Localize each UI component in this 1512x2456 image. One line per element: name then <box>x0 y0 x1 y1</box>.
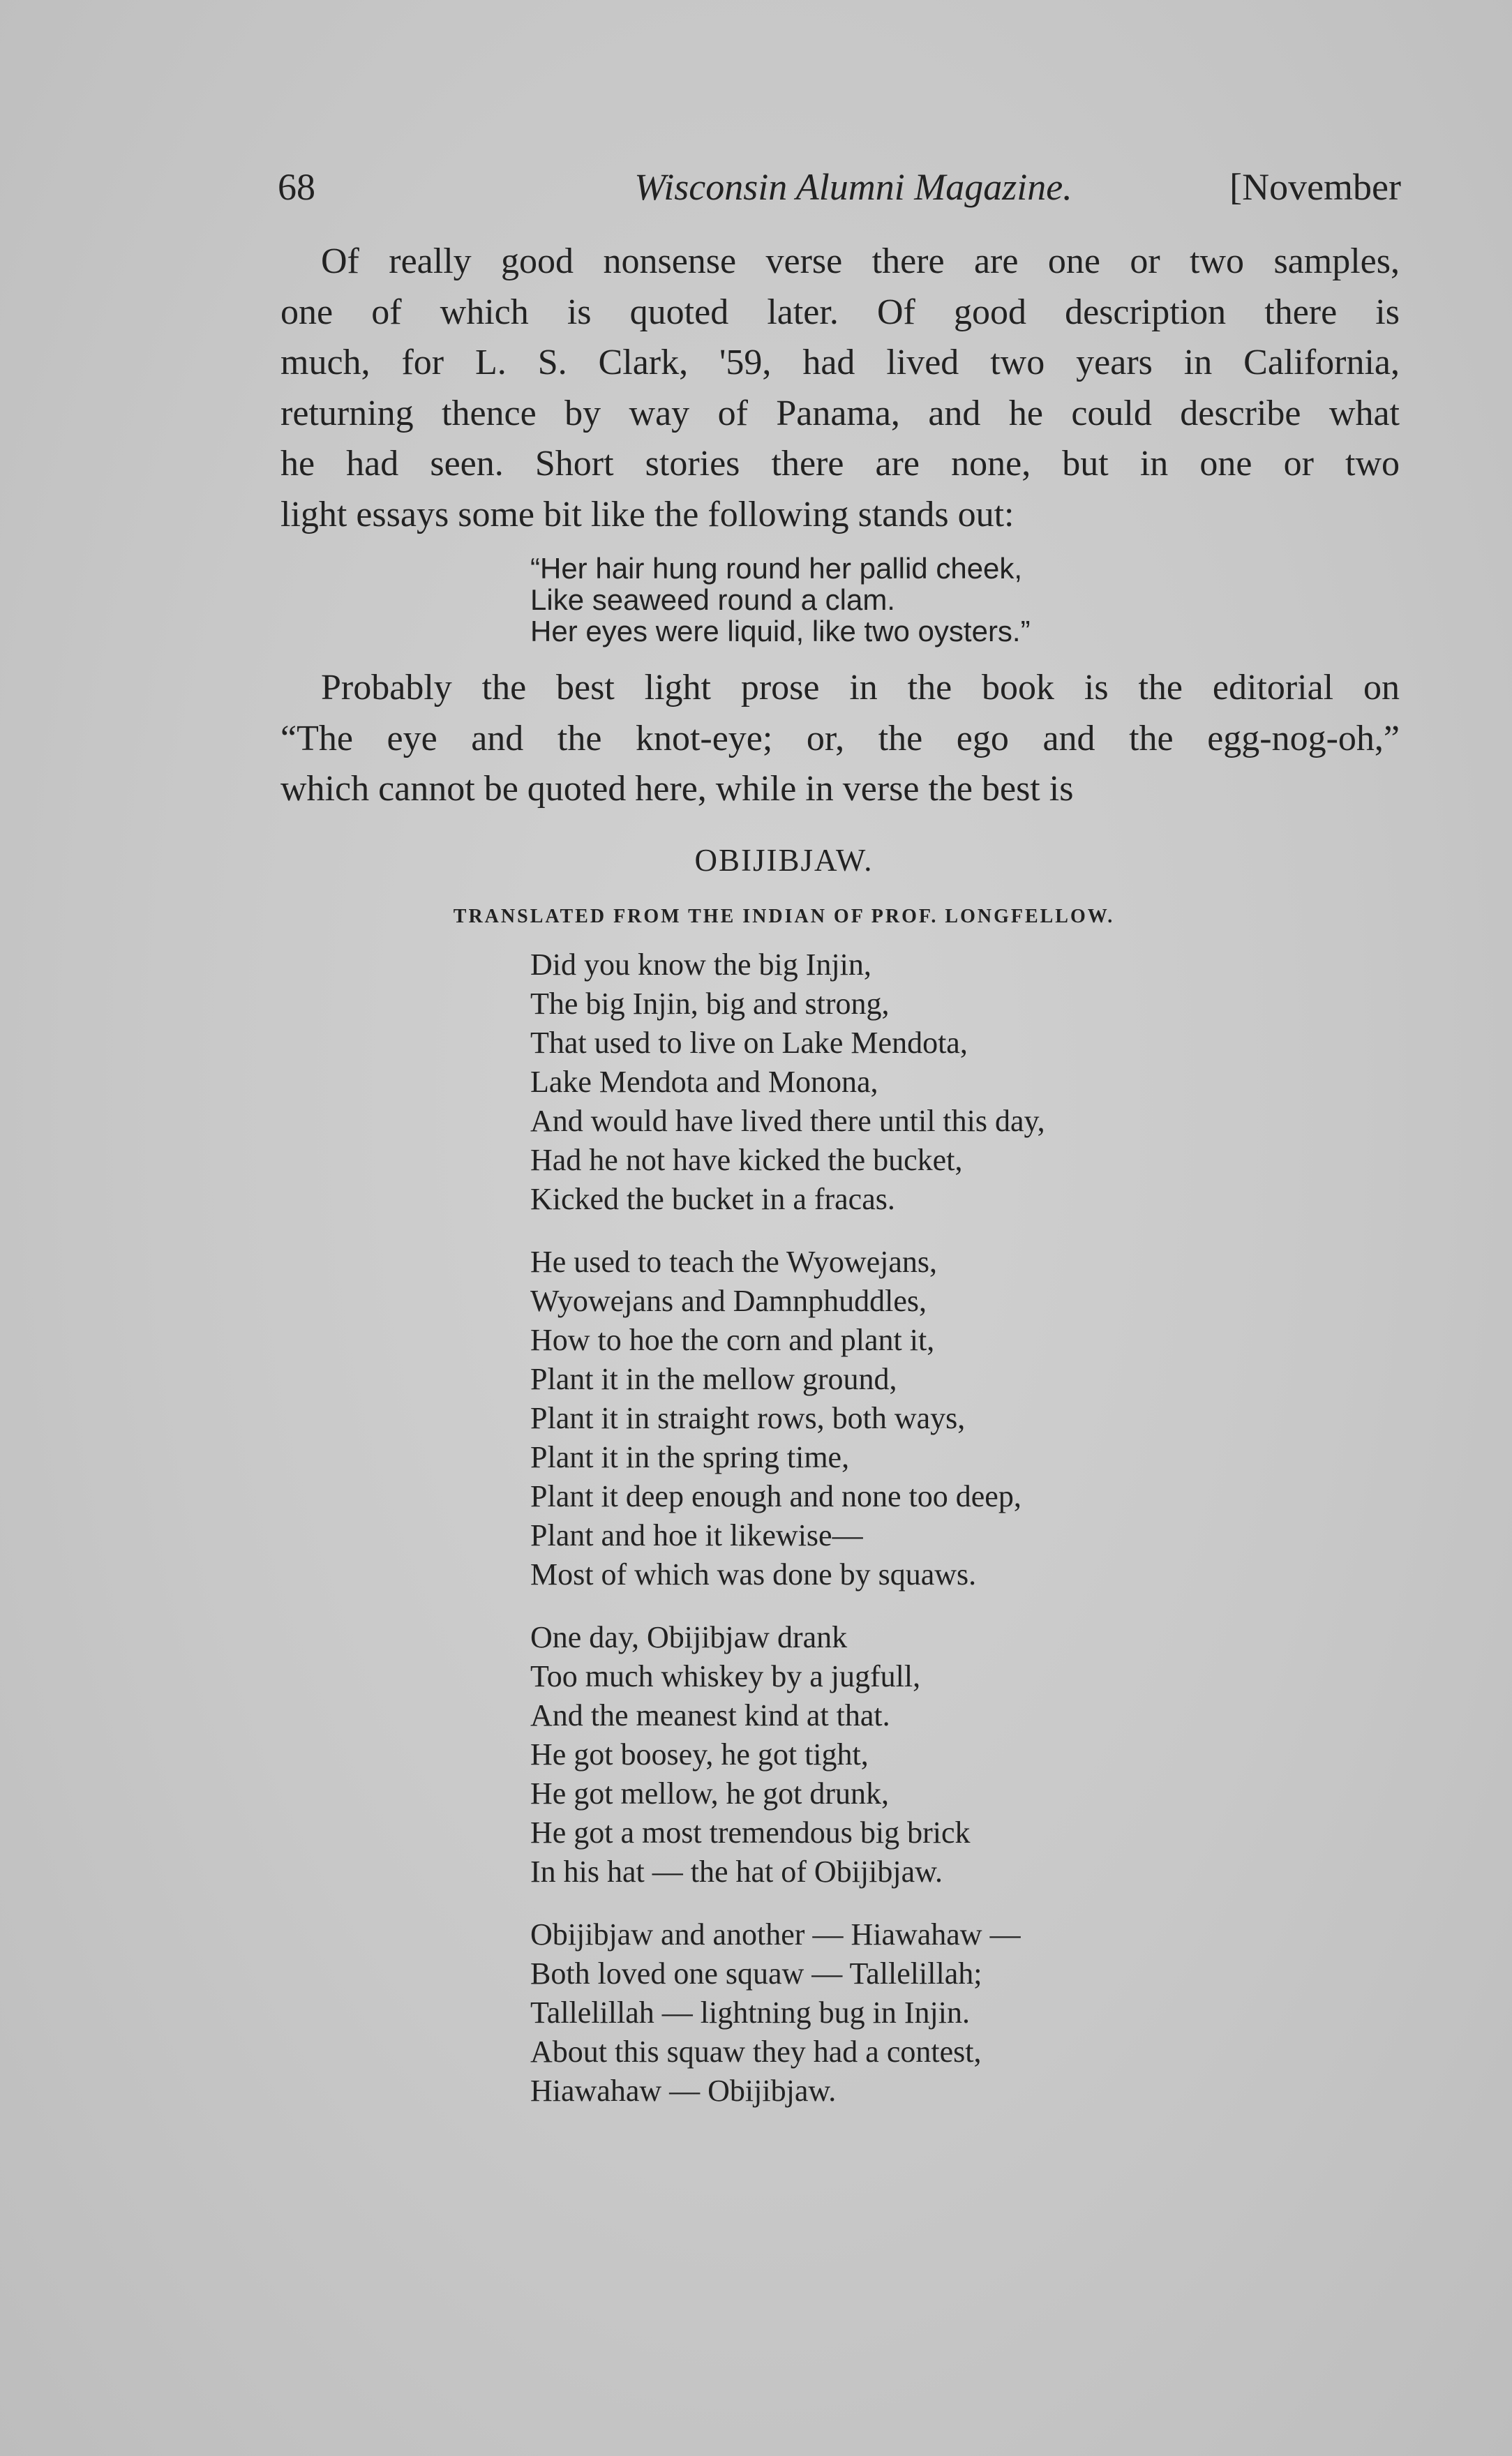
poem-line: He got a most tremendous big brick <box>530 1815 971 1850</box>
prose-paragraph-1 <box>280 237 1400 540</box>
prose-line: returning thence by way of Panama, and he could describe what <box>280 393 1400 433</box>
poem-line: Had he not have kicked the bucket, <box>530 1143 963 1177</box>
poem-stanza <box>530 1243 1368 1594</box>
poem-line: Plant and hoe it likewise— <box>530 1518 863 1552</box>
poem-line: In his hat — the hat of Obijibjaw. <box>530 1855 943 1889</box>
issue-month: [November <box>1229 166 1401 208</box>
prose-line: light essays some bit like the following stands out: <box>280 494 1015 534</box>
poem-line: Plant it in straight rows, both ways, <box>530 1401 966 1435</box>
prose-line: he had seen. Short stories there are none, but in one or two <box>280 444 1400 484</box>
poem-line: Tallelillah — lightning bug in Injin. <box>530 1996 970 2030</box>
poem-line: Kicked the bucket in a fracas. <box>530 1182 895 1216</box>
prose-paragraph-2 <box>280 663 1400 815</box>
poem-line: Obijibjaw and another — Hiawahaw — <box>530 1917 1021 1952</box>
poem-line: Both loved one squaw — Tallelillah; <box>530 1956 982 1991</box>
poem-line: He got mellow, he got drunk, <box>530 1776 890 1811</box>
magazine-title: Wisconsin Alumni Magazine. <box>634 166 1072 208</box>
prose-line: Probably the best light prose in the book is the editorial on <box>321 668 1400 707</box>
quote-line: Her eyes were liquid, like two oysters.” <box>530 615 1031 647</box>
poem-subtitle: TRANSLATED FROM THE INDIAN OF PROF. LONGFELLOW. <box>453 906 1115 927</box>
page-number: 68 <box>278 166 315 208</box>
prose-line: Of really good nonsense verse there are one or two samples, <box>321 241 1400 281</box>
prose-line: much, for L. S. Clark, '59, had lived two years in California, <box>280 343 1400 382</box>
poem-line: About this squaw they had a contest, <box>530 2035 982 2069</box>
poem-line: And the meanest kind at that. <box>530 1698 890 1732</box>
poem-title: OBIJIBJAW. <box>694 843 874 878</box>
poem-line: Did you know the big Injin, <box>530 948 871 982</box>
poem-line: Plant it in the spring time, <box>530 1440 850 1474</box>
poem-body <box>530 945 1368 2134</box>
prose-line: one of which is quoted later. Of good description there is <box>280 292 1400 332</box>
poem-line: That used to live on Lake Mendota, <box>530 1026 968 1060</box>
running-header <box>278 159 1401 215</box>
prose-line: “The eye and the knot-eye; or, the ego and the egg-nog-oh,” <box>280 718 1400 758</box>
block-quote <box>530 553 1228 647</box>
poem-line: Lake Mendota and Monona, <box>530 1065 878 1099</box>
prose-line: which cannot be quoted here, while in verse the best is <box>280 769 1074 809</box>
quote-line: Like seaweed round a clam. <box>530 583 895 616</box>
poem-line: Plant it in the mellow ground, <box>530 1362 897 1396</box>
poem-line: Most of which was done by squaws. <box>530 1557 977 1592</box>
quote-line: “Her hair hung round her pallid cheek, <box>530 552 1023 585</box>
poem-stanza <box>530 945 1368 1219</box>
poem-stanza <box>530 1915 1368 2111</box>
poem-line: The big Injin, big and strong, <box>530 987 890 1021</box>
poem-line: And would have lived there until this day, <box>530 1104 1045 1138</box>
poem-line: He used to teach the Wyowejans, <box>530 1245 938 1279</box>
poem-line: Wyowejans and Damnphuddles, <box>530 1284 927 1318</box>
poem-line: One day, Obijibjaw drank <box>530 1620 848 1654</box>
poem-line: Too much whiskey by a jugfull, <box>530 1659 921 1693</box>
poem-line: How to hoe the corn and plant it, <box>530 1323 935 1357</box>
poem-stanza <box>530 1618 1368 1892</box>
poem-line: He got boosey, he got tight, <box>530 1737 869 1772</box>
poem-line: Plant it deep enough and none too deep, <box>530 1479 1021 1513</box>
poem-line: Hiawahaw — Obijibjaw. <box>530 2074 837 2108</box>
